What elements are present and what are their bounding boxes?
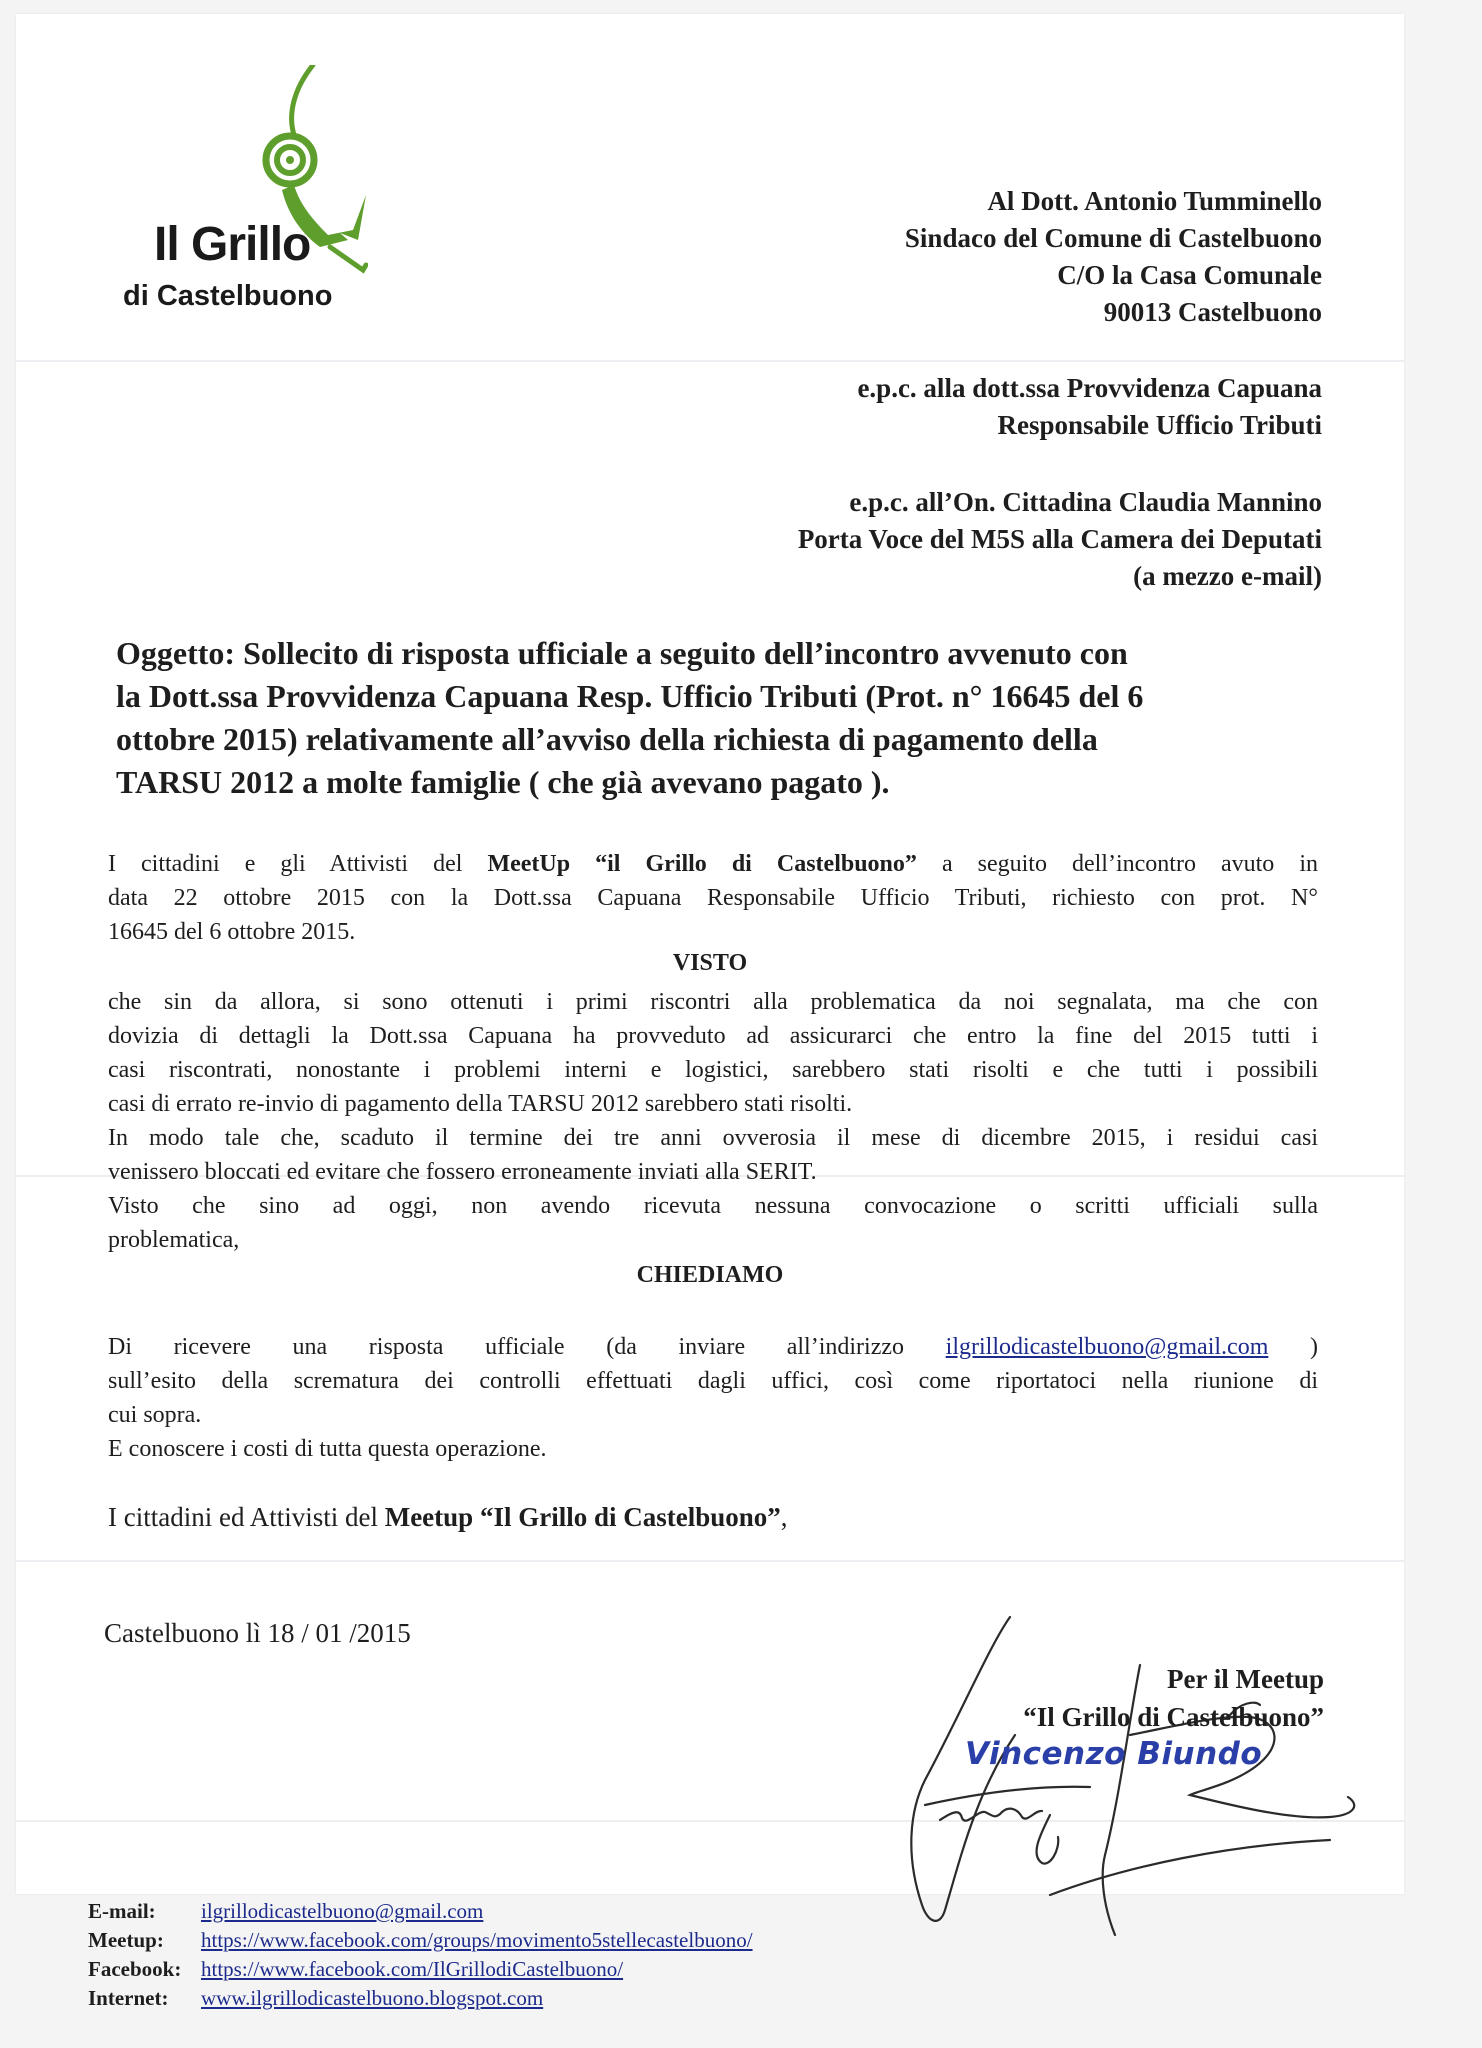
intro-line: 16645 del 6 ottobre 2015. — [108, 919, 356, 945]
intro-paragraph — [108, 847, 1318, 949]
scan-line — [16, 1560, 1404, 1562]
chiediamo-heading: CHIEDIAMO — [636, 1262, 784, 1288]
signature-name: Vincenzo Biundo — [965, 1736, 1263, 1772]
logo — [118, 65, 418, 325]
handwritten-signature-icon — [900, 1605, 1440, 1945]
visto-line: che sin da allora, si sono ottenuti i primi riscontri alla problematica da noi segnalata, ma che con — [108, 989, 1318, 1015]
signature-line: Per il Meetup — [1167, 1664, 1324, 1694]
footer-label: Facebook: — [88, 1957, 182, 1981]
recipient-line: Al Dott. Antonio Tumminello — [987, 186, 1322, 216]
closing-text: , — [780, 1502, 788, 1532]
subject-line: Oggetto: Sollecito di risposta ufficiale a seguito dell’incontro avvenuto con — [116, 635, 1128, 671]
recipient-line: e.p.c. alla dott.ssa Provvidenza Capuana — [857, 373, 1322, 403]
logo-subtitle: di Castelbuono — [123, 280, 333, 312]
chiediamo-line: E conoscere i costi di tutta questa operazione. — [108, 1436, 547, 1462]
intro-text: a seguito dell’incontro avuto in — [916, 851, 1318, 877]
signature-line: “Il Grillo di Castelbuono” — [1023, 1702, 1324, 1732]
recipient-line: e.p.c. all’On. Cittadina Claudia Mannino — [849, 487, 1322, 517]
contact-footer — [88, 1897, 753, 2013]
footer-row-email — [88, 1897, 753, 1926]
recipient-block-deputy — [798, 484, 1322, 595]
visto-line: venissero bloccati ed evitare che fossero erroneamente inviati alla SERIT. — [108, 1159, 817, 1185]
footer-label: Internet: — [88, 1986, 169, 2010]
visto-paragraph — [108, 985, 1318, 1257]
intro-line — [108, 847, 1318, 881]
letter-subject — [116, 632, 1336, 804]
recipient-line: 90013 Castelbuono — [1103, 297, 1322, 327]
visto-line: Visto che sino ad oggi, non avendo ricevuta nessuna convocazione o scritti ufficiali sulla — [108, 1193, 1318, 1219]
footer-internet-link[interactable]: www.ilgrillodicastelbuono.blogspot.com — [201, 1986, 544, 2010]
recipient-line: Porta Voce del M5S alla Camera dei Deputati — [797, 524, 1322, 554]
recipient-line: Responsabile Ufficio Tributi — [997, 410, 1322, 440]
subject-line: ottobre 2015) relativamente all’avviso della richiesta di pagamento della — [116, 721, 1098, 757]
chiediamo-paragraph — [108, 1330, 1318, 1466]
meetup-name: MeetUp “il Grillo di Castelbuono” — [487, 851, 917, 877]
footer-row-facebook — [88, 1955, 753, 1984]
chiediamo-line — [108, 1330, 1318, 1364]
recipient-block-tributi — [857, 370, 1322, 444]
footer-email-link[interactable]: ilgrillodicastelbuono@gmail.com — [201, 1899, 484, 1923]
visto-line: casi di errato re-invio di pagamento della TARSU 2012 sarebbero stati risolti. — [108, 1091, 853, 1117]
subject-line: la Dott.ssa Provvidenza Capuana Resp. Ufficio Tributi (Prot. n° 16645 del 6 — [116, 678, 1144, 714]
recipient-block-mayor — [905, 183, 1322, 331]
signature-block — [1023, 1660, 1324, 1736]
footer-row-meetup — [88, 1926, 753, 1955]
logo-name: Il Grillo — [154, 218, 311, 271]
footer-label: Meetup: — [88, 1928, 164, 1952]
scan-line — [16, 360, 1404, 362]
visto-heading: VISTO — [672, 950, 748, 976]
closing-line — [108, 1502, 788, 1533]
visto-line: dovizia di dettagli la Dott.ssa Capuana ha provveduto ad assicurarci che entro la fine del 2015 tutti i — [108, 1023, 1318, 1049]
footer-label: E-mail: — [88, 1899, 156, 1923]
chiediamo-text: Di ricevere una risposta ufficiale (da inviare all’indirizzo — [108, 1334, 946, 1360]
closing-text: I cittadini ed Attivisti del — [108, 1502, 385, 1532]
chiediamo-line: sull’esito della scrematura dei controlli effettuati dagli uffici, così come riportatoci nella riunione di — [108, 1368, 1318, 1394]
recipient-line: Sindaco del Comune di Castelbuono — [904, 223, 1322, 253]
intro-line: data 22 ottobre 2015 con la Dott.ssa Capuana Responsabile Ufficio Tributi, richiesto con prot. N° — [108, 885, 1318, 911]
closing-meetup-name: Meetup “Il Grillo di Castelbuono” — [384, 1502, 781, 1532]
visto-line: problematica, — [108, 1227, 240, 1253]
intro-text: I cittadini e gli Attivisti del — [108, 851, 488, 877]
recipient-line: C/O la Casa Comunale — [1057, 260, 1322, 290]
chiediamo-text: ) — [1268, 1334, 1318, 1360]
recipient-line: (a mezzo e-mail) — [1133, 561, 1322, 591]
visto-line: casi riscontrati, nonostante i problemi interni e logistici, sarebbero stati risolti e che tutti i possibili — [108, 1057, 1318, 1083]
place-date: Castelbuono lì 18 / 01 /2015 — [104, 1618, 411, 1648]
footer-facebook-link[interactable]: https://www.facebook.com/IlGrillodiCastelbuono/ — [201, 1957, 624, 1981]
footer-meetup-link[interactable]: https://www.facebook.com/groups/movimento5stellecastelbuono/ — [201, 1928, 753, 1952]
visto-line: In modo tale che, scaduto il termine dei tre anni ovverosia il mese di dicembre 2015, i residui casi — [108, 1125, 1318, 1151]
email-link[interactable]: ilgrillodicastelbuono@gmail.com — [945, 1334, 1269, 1360]
subject-line: TARSU 2012 a molte famiglie ( che già avevano pagato ). — [116, 764, 890, 800]
chiediamo-line: cui sopra. — [108, 1402, 202, 1428]
footer-row-internet — [88, 1984, 753, 2013]
